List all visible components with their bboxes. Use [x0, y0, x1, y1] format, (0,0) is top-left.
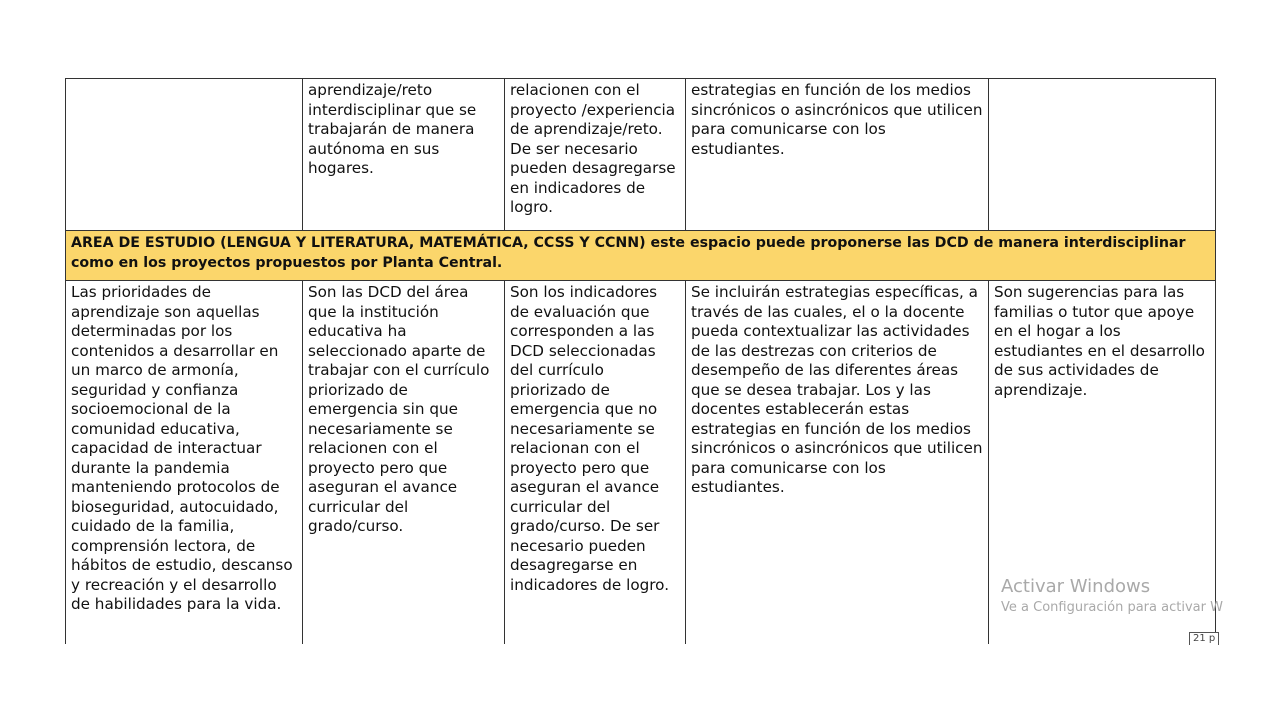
table-cell: aprendizaje/reto interdisciplinar que se trabajarán de manera autónoma en sus hogares. [303, 79, 505, 231]
watermark-title: Activar Windows [1001, 576, 1151, 597]
area-header-text: AREA DE ESTUDIO (LENGUA Y LITERATURA, MATEMÁTICA, CCSS Y CCNN) este espacio puede proponerse las DCD de manera interdisciplinar como en los proyectos propuestos por Planta Central. [66, 231, 1216, 281]
page-cutoff [0, 644, 1280, 720]
table-cell [66, 79, 303, 231]
table-row [66, 281, 1216, 648]
table-cell: Se incluirán estrategias específicas, a través de las cuales, el o la docente pueda contextualizar las actividades de las destrezas con criterios de desempeño de las diferentes áreas que se desea trabajar. Los y las docentes establecerán estas estrategias en función de los medios sincrónicos o asincrónicos que utilicen para comunicarse con los estudiantes. [686, 281, 989, 648]
page-number: 21 p [1189, 632, 1219, 645]
table-cell: Son sugerencias para las familias o tutor que apoye en el hogar a los estudiantes en el desarrollo de sus actividades de aprendizaje. [989, 281, 1216, 648]
table-row [66, 79, 1216, 231]
table-cell: Las prioridades de aprendizaje son aquellas determinadas por los contenidos a desarrollar en un marco de armonía, seguridad y confianza socioemocional de la comunidad educativa, capacidad de interactuar durante la pandemia manteniendo protocolos de bioseguridad, autocuidado, cuidado de la familia, comprensión lectora, de hábitos de estudio, descanso y recreación y el desarrollo de habilidades para la vida. [66, 281, 303, 648]
table-cell: Son las DCD del área que la institución educativa ha seleccionado aparte de trabajar con el currículo priorizado de emergencia sin que necesariamente se relacionen con el proyecto pero que aseguran el avance curricular del grado/curso. [303, 281, 505, 648]
table-cell: Son los indicadores de evaluación que corresponden a las DCD seleccionadas del currículo priorizado de emergencia que no necesariamente se relacionan con el proyecto pero que aseguran el avance curricular del grado/curso. De ser necesario pueden desagregarse en indicadores de logro. [505, 281, 686, 648]
table-cell [989, 79, 1216, 231]
area-header-row [66, 231, 1216, 281]
planning-table [65, 78, 1216, 647]
table-cell: relacionen con el proyecto /experiencia de aprendizaje/reto. De ser necesario pueden desagregarse en indicadores de logro. [505, 79, 686, 231]
table-cell: estrategias en función de los medios sincrónicos o asincrónicos que utilicen para comunicarse con los estudiantes. [686, 79, 989, 231]
watermark-subtitle: Ve a Configuración para activar W [1001, 600, 1223, 615]
